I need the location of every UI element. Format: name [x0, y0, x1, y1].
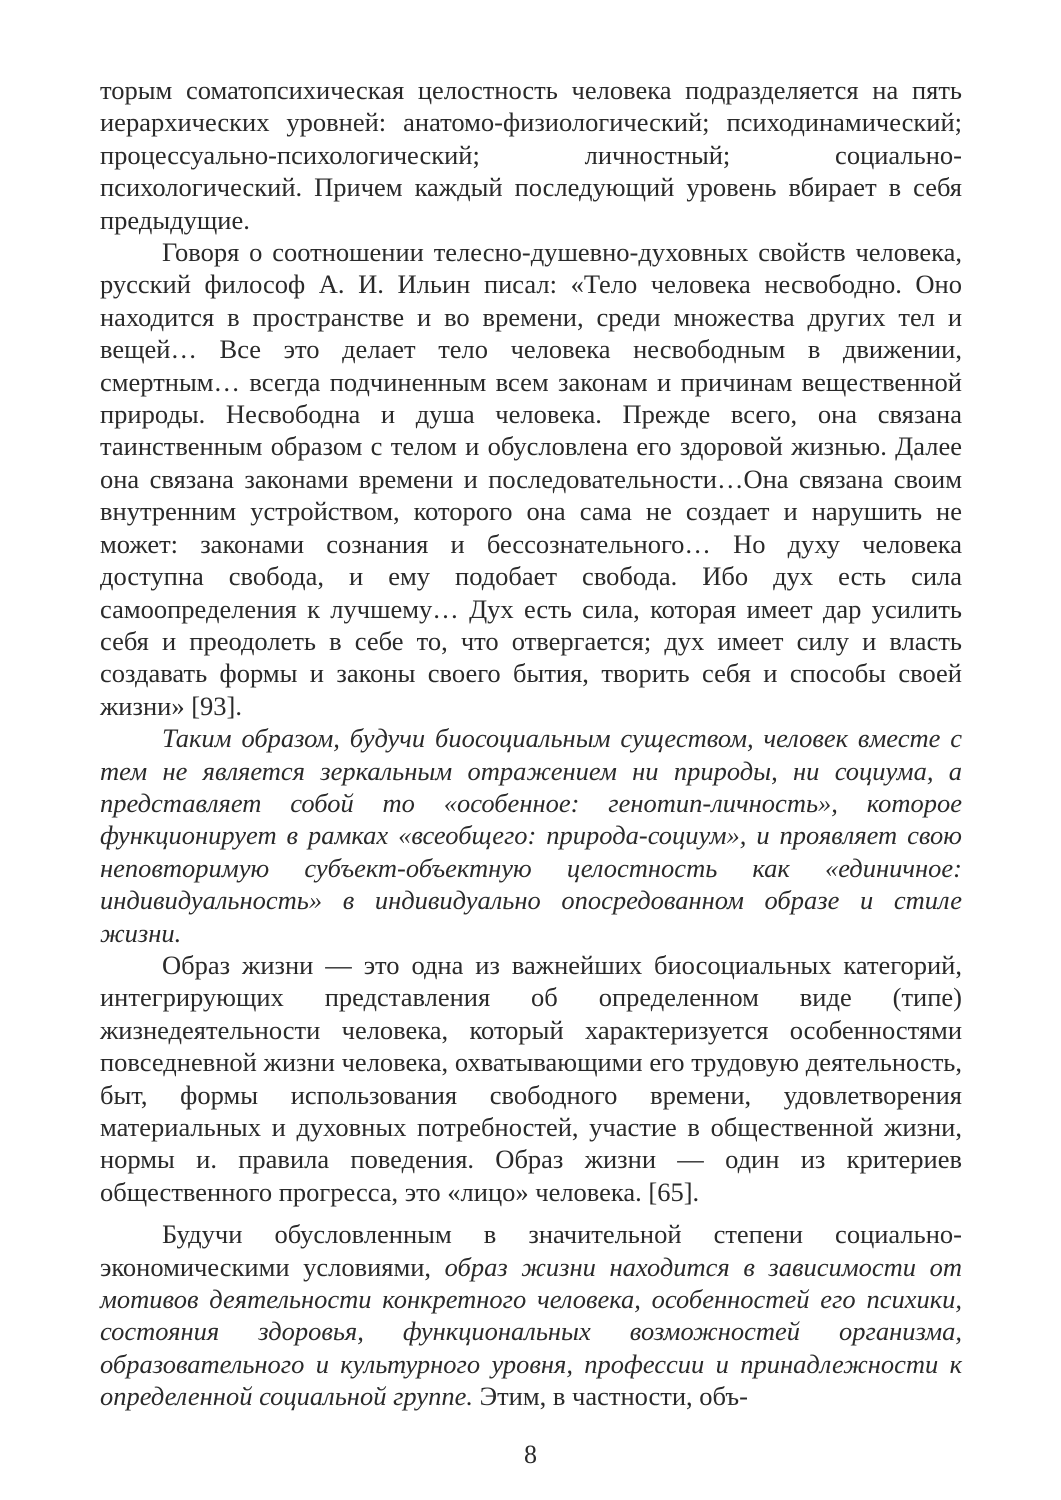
paragraph-way-of-life-factors	[100, 1218, 962, 1412]
page-number: 8	[524, 1440, 537, 1469]
paragraph-way-of-life-definition: Образ жизни — это одна из важнейших биосоциальных категорий, интегрирующих представления об определенном виде (типе) жизнедеятельности человека, который характеризуется особенностями повседневной жизни человека, охватывающими его трудовую деятельность, быт, формы использования свободного времени, удовлетворения материальных и духовных потребностей, участие в общественной жизни, нормы и. правила поведения. Образ жизни — один из критериев общественного прогресса, это «лицо» человека. [65].	[100, 949, 962, 1207]
paragraph-plain-end: Этим, в частности, объ-	[472, 1381, 748, 1412]
paragraph-italic-emphasis: образ жизни находится в зависимости от мотивов деятельности конкретного человека, особенностей его психики, состояния здоровья, функциональных возможностей организма, образовательного и культурного уровня, профессии и принадлежности к определенной социальной группе.	[100, 1251, 963, 1412]
body-text	[100, 74, 962, 1413]
paragraph-biosocial-conclusion: Таким образом, будучи биосоциальным существом, человек вместе с тем не является зеркальным отражением ни природы, ни социума, а представляет собой то «особенное: генотип-личность», которое функционирует в рамках «всеобщего: природа-социум», и проявляет свою неповторимую субъект-объектную целостность как «единичное: индивидуальность» в индивидуально опосредованном образе и стиле жизни.	[100, 723, 962, 948]
paragraph-ilyin-quote: Говоря о соотношении телесно-душевно-духовных свойств человека, русский философ А. И. Ильин писал: «Тело человека несвободно. Оно находится в пространстве и во времени, среди множества других тел и вещей… Все это делает тело человека несвободным в движении, смертным… всегда подчиненным всем законам и причинам вещественной природы. Несвободна и душа человека. Прежде всего, она связана таинственным образом с телом и обусловлена его здоровой жизнью. Далее она связана законами времени и последовательности…Она связана своим внутренним устройством, которого она сама не создает и нарушить не может: законами сознания и бессознательного… Но духу человека доступна свобода, и ему подобает свобода. Ибо дух есть сила самоопределения к лучшему… Дух есть сила, которая имеет дар усилить себя и преодолеть в себе то, что отвергается; дух имеет силу и власть создавать формы и законы своего бытия, творить себя и способы своей жизни» [93].	[100, 237, 962, 721]
paragraph-plain-start: Будучи обусловленным в значительной степени социально-экономическими условиями,	[100, 1219, 962, 1282]
paragraph-continuation: торым соматопсихическая целостность человека подразделяется на пять иерархических уровней: анатомо-физиологический; психодинамический; процессуально-психологический; личностный; социально-психологический. Причем каждый последующий уровень вбирает в себя предыдущие.	[100, 75, 962, 235]
